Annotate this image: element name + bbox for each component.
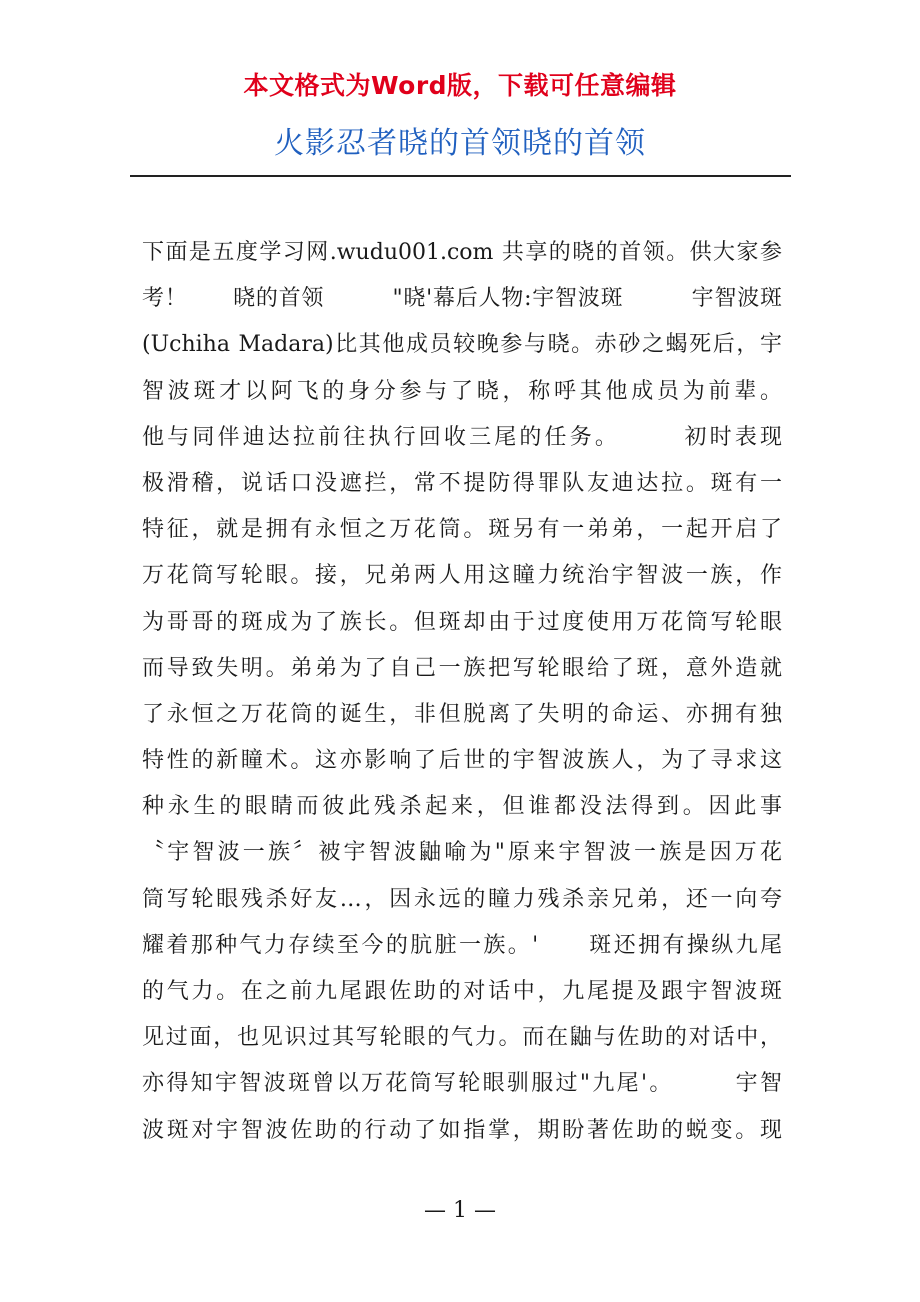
page-title: 火影忍者晓的首领晓的首领 [274,126,646,161]
text-line: 而导致失明。弟弟为了自己一族把写轮眼给了斑，意外造就 [142,655,782,681]
text-line: 种永生的眼睛而彼此残杀起来，但谁都没法得到。因此事 [142,794,782,820]
text-line: 他与同伴迪达拉前往执行回收三尾的任务。 初时表现 [142,424,782,450]
text-line: (Uchiha Madara)比其他成员较晚参与晓。赤砂之蝎死后，宇 [142,332,782,358]
text-line: 见过面，也见识过其写轮眼的气力。而在鼬与佐助的对话中， [142,1025,782,1051]
text-line: 特性的新瞳术。这亦影响了后世的宇智波族人，为了寻求这 [142,748,782,774]
text-line: 波斑对宇智波佐助的行动了如指掌，期盼著佐助的蜕变。现 [142,1117,782,1143]
text-line: 特征，就是拥有永恒之万花筒。斑另有一弟弟，一起开启了 [142,517,782,543]
page-number: — 1 — [424,1198,496,1223]
text-line: 耀着那种气力存续至今的肮脏一族。' 斑还拥有操纵九尾 [142,932,782,958]
text-line: 的气力。在之前九尾跟佐助的对话中，九尾提及跟宇智波斑 [142,979,782,1004]
text-line: 智波斑才以阿飞的身分参与了晓，称呼其他成员为前辈。 [142,378,782,404]
text-line: 〝宇智波一族〞被宇智波鼬喻为"原来宇智波一族是因万花 [142,840,782,866]
download-notice: 本文格式为Word版，下载可任意编辑 [243,71,677,100]
text-line: 亦得知宇智波斑曾以万花筒写轮眼驯服过"九尾'。 宇智 [142,1071,782,1097]
text-line: 为哥哥的斑成为了族长。但斑却由于过度使用万花筒写轮眼 [142,609,782,635]
title-divider [130,175,791,177]
text-line: 万花筒写轮眼。接，兄弟两人用这瞳力统治宇智波一族，作 [142,563,782,589]
text-line: 考！ 晓的首领 "晓'幕后人物:宇智波斑 宇智波斑 [142,286,782,312]
text-line: 极滑稽，说话口没遮拦，常不提防得罪队友迪达拉。斑有一 [142,470,782,496]
text-line: 了永恒之万花筒的诞生，非但脱离了失明的命运、亦拥有独 [142,701,782,727]
article-body [142,230,782,1154]
text-line: 筒写轮眼残杀好友…，因永远的瞳力残杀亲兄弟，还一向夸 [142,886,782,912]
text-line: 下面是五度学习网.wudu001.com 共享的晓的首领。供大家参 [142,240,782,265]
